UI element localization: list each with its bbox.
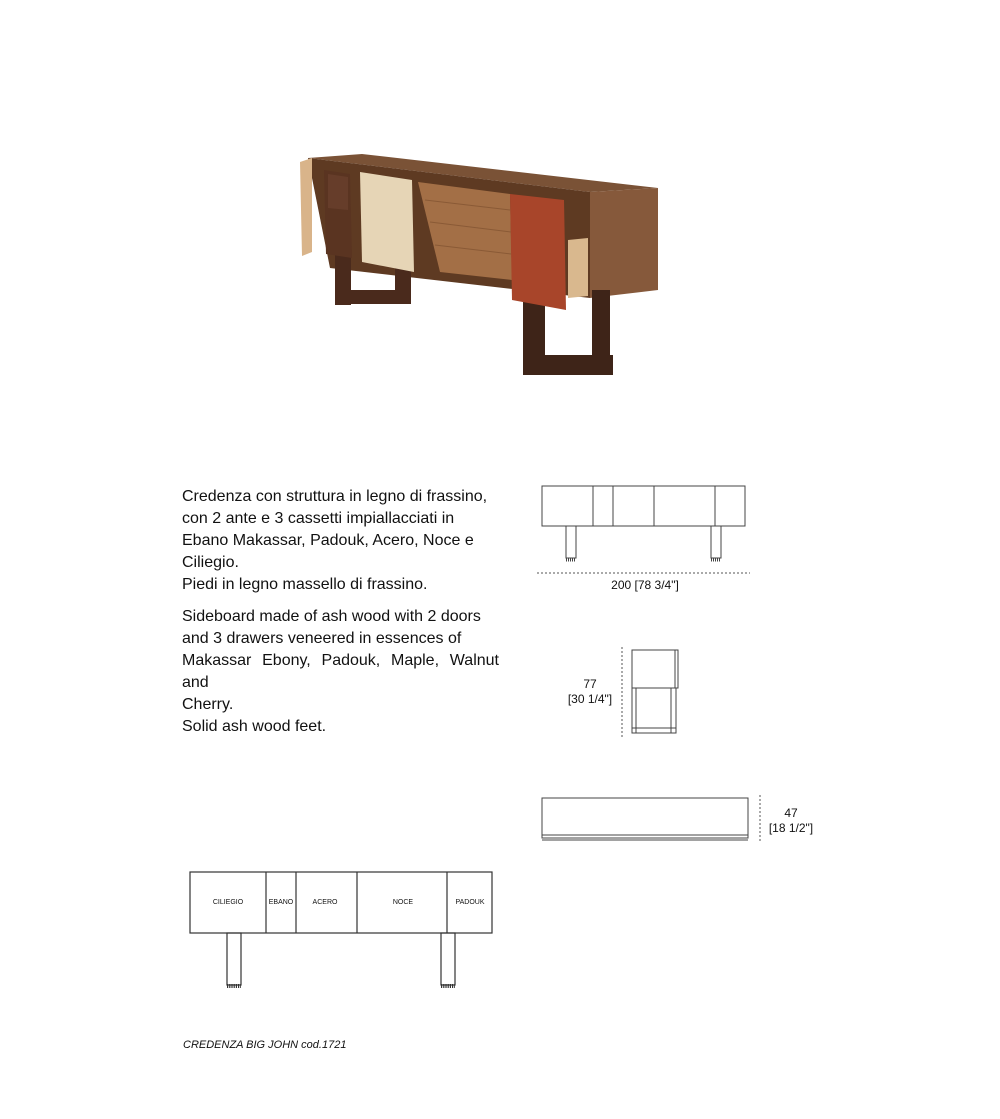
- it-line-1: Credenza con struttura in legno di frassino,: [182, 488, 488, 505]
- top-view-drawing: [538, 793, 768, 845]
- height-in: [30 1/4"]: [567, 692, 613, 706]
- product-photo: [290, 150, 670, 385]
- depth-dimension: [763, 806, 819, 836]
- label-noce: NOCE: [392, 899, 414, 906]
- it-line-5: Piedi in legno massello di frassino.: [182, 576, 428, 593]
- it-line-2: con 2 ante e 3 cassetti impiallacciati in: [182, 510, 455, 527]
- height-dimension: [560, 677, 620, 707]
- product-name: CREDENZA BIG JOHN: [183, 1039, 299, 1051]
- en-line-4: Cherry.: [182, 696, 234, 713]
- en-line-5: Solid ash wood feet.: [182, 718, 327, 735]
- en-line-3: Makassar Ebony, Padouk, Maple, Walnut and: [182, 652, 499, 691]
- materials-elevation-drawing: [185, 866, 500, 996]
- en-line-1: Sideboard made of ash wood with 2 doors: [182, 608, 481, 625]
- description-english: [182, 606, 499, 738]
- side-elevation-drawing: [618, 645, 688, 740]
- height-cm: 77: [583, 677, 597, 691]
- label-padouk: PADOUK: [455, 899, 485, 906]
- width-dimension: 200 [78 3/4"]: [611, 578, 679, 592]
- label-ciliegio: CILIEGIO: [212, 899, 244, 906]
- depth-in: [18 1/2"]: [768, 821, 814, 835]
- label-ebano: EBANO: [268, 899, 294, 906]
- en-line-2: and 3 drawers veneered in essences of: [182, 630, 462, 647]
- description-italian: [182, 486, 499, 596]
- it-line-4: Ciliegio.: [182, 554, 239, 571]
- product-footer: [183, 1039, 346, 1051]
- label-acero: ACERO: [312, 899, 338, 906]
- product-code: cod.1721: [301, 1039, 347, 1051]
- depth-cm: 47: [784, 806, 798, 820]
- it-line-3: Ebano Makassar, Padouk, Acero, Noce e: [182, 532, 474, 549]
- front-elevation-drawing: [535, 480, 755, 580]
